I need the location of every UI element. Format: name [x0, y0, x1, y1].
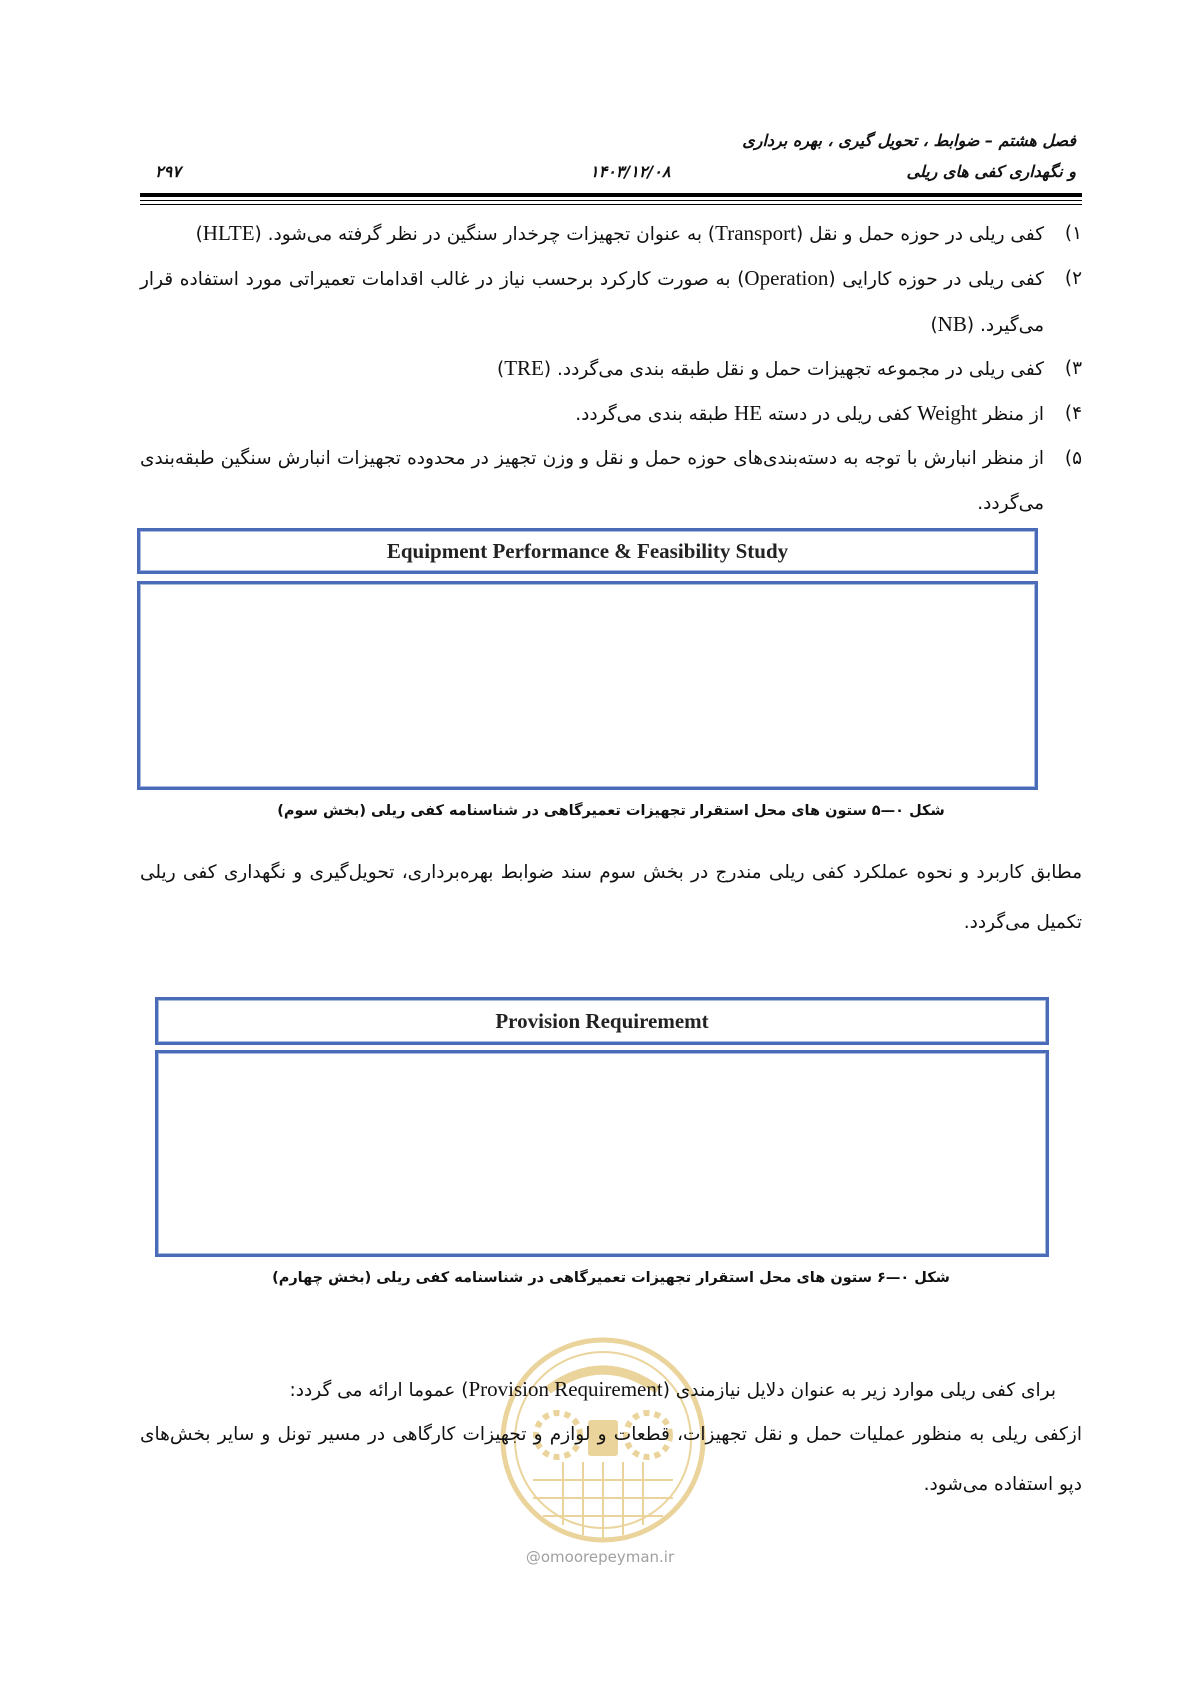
chapter-title-line2: و نگهداری کفی های ریلی	[906, 162, 1076, 181]
figure2-caption: شکل ۰—۶ ستون های محل استقرار تجهیزات تعمیرگاهی در شناسنامه کفی ریلی (بخش چهارم)	[272, 1270, 950, 1286]
figure2-title-box	[155, 997, 1049, 1045]
list-item-text: از منظر انبارش با توجه به دسته‌بندی‌های حوزه حمل و نقل و وزن تجهیز در محدوده تجهیزات انبارش سنگین طبقه‌بندی می‌گردد.	[140, 448, 1044, 514]
list-item	[140, 346, 1082, 392]
figure1-title: Equipment Performance & Feasibility Study	[386, 538, 789, 563]
list-item	[140, 436, 1082, 526]
watermark-url: @omoorepeyman.ir	[525, 1548, 675, 1566]
list-item-text: کفی ریلی در مجموعه تجهیزات حمل و نقل طبقه بندی می‌گردد. (TRE)	[496, 356, 1044, 380]
list-item-number: ۴)	[1064, 403, 1082, 424]
chapter-title-line1: فصل هشتم – ضوابط ، تحویل گیری ، بهره برداری	[742, 131, 1076, 150]
header-rule-thin-2	[140, 204, 1082, 205]
list-item-number: ۵)	[1064, 448, 1082, 469]
list-item-number: ۲)	[1064, 268, 1082, 289]
list-item-text: از منظر Weight کفی ریلی در دسته HE طبقه بندی می‌گردد.	[575, 401, 1044, 425]
figure2-body-box	[155, 1050, 1049, 1257]
header-rule-thick	[140, 193, 1082, 197]
paragraph-provision-detail: ازکفی ریلی به منظور عملیات حمل و نقل تجهیزات، قطعات و لوازم و تجهیزات کارگاهی در مسیر تونل و سایر بخش‌های دپو استفاده می‌شود.	[140, 1424, 1082, 1495]
figure1-caption: شکل ۰—۵ ستون های محل استقرار تجهیزات تعمیرگاهی در شناسنامه کفی ریلی (بخش سوم)	[277, 803, 945, 819]
list-item	[140, 211, 1082, 257]
page-number: ۲۹۷	[155, 162, 181, 181]
header-date: ۱۴۰۳/۱۲/۰۸	[590, 162, 671, 181]
paragraph-usage: مطابق کاربرد و نحوه عملکرد کفی ریلی مندرج در بخش سوم سند ضوابط بهره‌برداری، تحویل‌گیری و نگهداری کفی ریلی تکمیل می‌گردد.	[140, 862, 1082, 933]
figure2-title: Provision Requirememt	[495, 1008, 709, 1033]
header-rule-thin	[140, 200, 1082, 201]
list-item	[140, 256, 1082, 348]
list-item-text: کفی ریلی در حوزه کارایی (Operation) به صورت کارکرد برحسب نیاز در غالب اقدامات تعمیراتی مورد استفاده قرار می‌گیرد. (NB)	[140, 266, 1044, 336]
list-item	[140, 391, 1082, 437]
figure1-body-box	[137, 581, 1038, 790]
figure1-title-box	[137, 528, 1038, 574]
paragraph-provision-intro: برای کفی ریلی موارد زیر به عنوان دلایل نیازمندی (Provision Requirement) عموما ارائه می گردد:	[289, 1377, 1056, 1401]
list-item-text: کفی ریلی در حوزه حمل و نقل (Transport) به عنوان تجهیزات چرخدار سنگین در نظر گرفته می‌شود. (HLTE)	[195, 221, 1044, 245]
list-item-number: ۱)	[1064, 223, 1082, 244]
list-item-number: ۳)	[1064, 358, 1082, 379]
